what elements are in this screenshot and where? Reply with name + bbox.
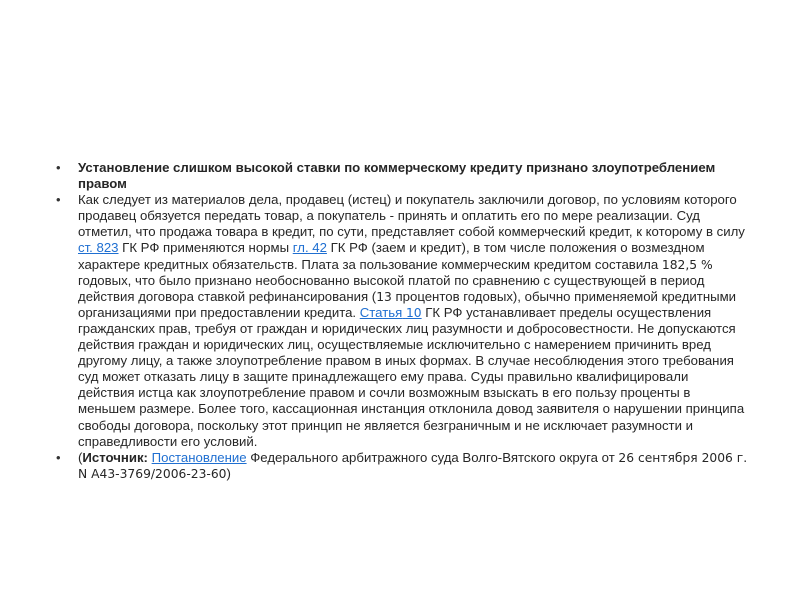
case-text-2: ГК РФ применяются нормы: [118, 240, 293, 256]
refinancing-rate-number: 13: [376, 289, 392, 304]
source-date-number: 26 сентября 2006 г. N А43-3769/2006-23-60: [78, 450, 748, 481]
link-resolution[interactable]: Постановление: [151, 449, 247, 465]
heading-text: Установление слишком высокой ставки по коммерческому кредиту признано злоупотреблением правом: [78, 160, 716, 192]
link-article-10-number: 10: [405, 305, 422, 320]
case-text-4: годовых, что было признано необоснованно высокой платой по сравнению с существующей в период действия договора ставкой рефинансирования (: [78, 272, 705, 304]
link-chapter-42[interactable]: гл. 42: [292, 240, 327, 256]
link-article-10-word: Статья: [359, 304, 403, 320]
case-text-5: процентов годовых), обычно применяемой кредитными организациями при предоставлении кредита.: [78, 288, 737, 320]
slide-content: [52, 160, 748, 482]
bullet-source: [52, 450, 748, 482]
bullet-case-description: [52, 192, 748, 450]
case-text-1: Как следует из материалов дела, продавец (истец) и покупатель заключили договор, по условиям которого продавец обязуется передать товар, а покупатель - принять и оплатить его по мере реализации. Суд отметил, что продажа товара в кредит, по сути, представляет собой коммерческий кредит, к которому в силу: [78, 192, 745, 240]
source-close-paren: ): [226, 465, 231, 481]
source-open-paren: (: [78, 449, 83, 465]
source-label: Источник:: [82, 449, 148, 465]
source-text: Федерального арбитражного суда Волго-Вятского округа от: [246, 449, 619, 465]
interest-rate: 182,5 %: [661, 257, 713, 272]
link-article-823[interactable]: ст. 823: [78, 240, 119, 256]
bullet-heading: [52, 160, 748, 192]
bullet-list: [52, 160, 748, 482]
link-article-10[interactable]: [360, 305, 422, 320]
case-text-6: ГК РФ устанавливает пределы осуществления гражданских прав, требуя от граждан и юридических лиц разумности и добросовестности. Не допускаются действия граждан и юридических лиц, осуществляемые исключительно с намерением причинить вред другому лицу, а также злоупотребление правом в иных формах. В случае несоблюдения этого требования суд может отказать лицу в защите принадлежащего ему права. Суды правильно квалифицировали действия истца как злоупотребление правом и сочли возможным взыскать в его пользу проценты в меньшем размере. Более того, кассационная инстанция отклонила довод заявителя о нарушении принципа свободы договора, поскольку этот принцип не является безграничным и не исключает разумности и справедливости его условий.: [78, 304, 745, 449]
case-text-3: ГК РФ (заем и кредит), в том числе положения о возмездном характере кредитных обязательств. Плата за пользование коммерческим кредитом составила: [78, 240, 705, 272]
